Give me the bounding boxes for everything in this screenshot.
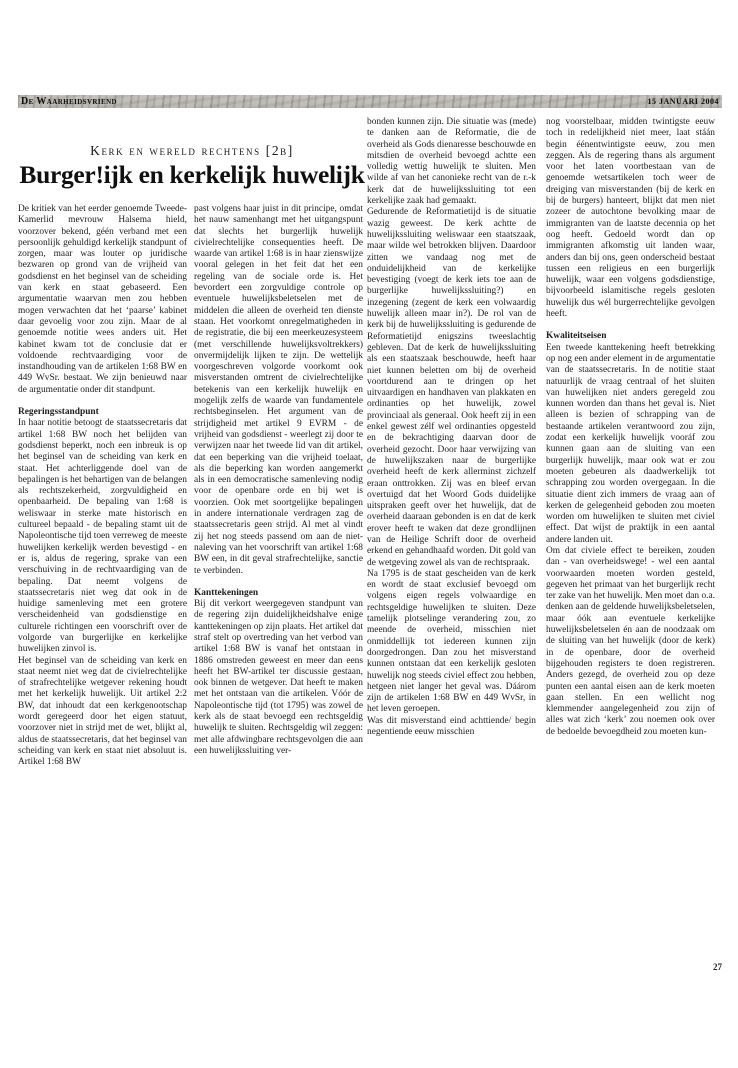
article-title: Burger!ijk en kerkelijk huwelijk bbox=[19, 160, 365, 189]
section-heading-regeringsstandpunt: Regeringsstandpunt bbox=[18, 407, 99, 418]
masthead-title: De Waarheidsvriend bbox=[21, 96, 117, 107]
paragraph: De kritiek van het eerder genoemde Tweede-Kamerlid mevrouw Halsema hield, voorzover bekend, géén verband met een persoonlijk gehuldigd kerkelijk standpunt of zorgen, maar was louter op juridische bezwaren op grond van de vrijheid van godsdienst en het beginsel van de scheiding van kerk en staat gebaseerd. Een argumentatie waarvan men zou hebben mogen verwachten dat het ‘paarse’ kabinet daar gevoelig voor zou zijn. Maar de al genoemde notitie wees anders uit. Het kabinet kwam tot de conclusie dat er voldoende rechtvaardiging voor de instandhouding van de artikelen 1:68 BW en 449 WvSr. bestaat. We zijn benieuwd naar de argumentatie onder dit standpunt. bbox=[18, 204, 187, 395]
paragraph: Om dat civiele effect te bereiken, zouden dan - van overheidswege! - wel een aantal voorwaarden moeten worden gesteld, gegeven het primaat van het burgerlijk recht ter zake van het huwelijk. Men moet dan o.a. denken aan de geldende huwelijksbeletselen, maar óók aan eventuele kerkelijke huwelijksbeletselen én aan de noodzaak om de sluiting van het huwelijk (door de kerk) in de openbare, door de overheid bijgehouden registers te doen registreren. Anders gezegd, de overheid zou op deze punten een aantal eisen aan de kerk moeten gaan stellen. En een wellicht nog klemmender aangelegenheid zou zijn of alles wat zich ‘kerk’ zou noemen ook over de bedoelde bevoegdheid zou moeten kun- bbox=[546, 545, 715, 737]
text-column-4 bbox=[546, 117, 715, 990]
paragraph: Een tweede kanttekening heeft betrekking op nog een ander element in de argumentatie van de staatssecretaris. In de notitie staat natuurlijk de vraag centraal of het sluiten van huwelijken niet anders geregeld zou kunnen worden dan thans het geval is. Niet alleen is bezien of schrapping van de bestaande artikelen verantwoord zou zijn, zodat een kerkelijk huwelijk vooráf zou kunnen gaan aan de sluiting van een burgerlijk huwelijk, maar ook wat er zou moeten gebeuren als daadwerkelijk tot schrapping zou worden overgegaan. In die situatie dient zich immers de vraag aan of kerken de gelegenheid geboden zou moeten worden om huwelijken te sluiten met civiel effect. Dat wijst de praktijk in een aantal andere landen uit. bbox=[546, 342, 715, 545]
text-column-3 bbox=[367, 117, 536, 990]
article-title-block bbox=[18, 143, 366, 189]
paragraph: Was dit misverstand eind achttiende/ begin negentiende eeuw misschien bbox=[367, 715, 536, 738]
text-column-2 bbox=[194, 204, 363, 990]
paragraph: Gedurende de Reformatietijd is de situatie wazig geweest. De kerk achtte de huwelijkssluiting weliswaar een staatszaak, maar wilde wel betrokken blijven. Daardoor zitten we vandaag nog met de onduidelijkheid van de kerkelijke bevestiging (voegt de kerk iets toe aan de burgerlijke huwelijkssluiting?) en inzegening (zegent de kerk een volwaardig huwelijk alleen maar in?). De rol van de kerk bij de huwelijkssluiting is gedurende de Reformatietijd enigszins tweeslachtig gebleven. Dat de kerk de huwelijkssluiting als een staatszaak beschouwde, heeft haar niet kunnen beletten om bij de overheid voortdurend aan te dringen op het uitvaardigen en handhaven van plakkaten en ordinanties op het huwelijk, zowel provinciaal als generaal. Ook heeft zij in een enkel gewest zélf wel ordinanties opgesteld en de bekrachtiging daarvan door de overheid gezocht. Door haar verwijzing van de huwelijkszaken naar de burgerlijke overheid heeft de kerk allerminst zichzelf eraan onttrokken. Zij was en bleef ervan overtuigd dat het Woord Gods duidelijke uitspraken geeft over het huwelijk, dat de overheid daaraan gebonden is en dat de kerk erover heeft te waken dat deze grondlijnen van de Heilige Schrift door de overheid erkend en gehandhaafd worden. Dit gold van de wetgeving zowel als van de rechtspraak. bbox=[367, 207, 536, 568]
section-heading-kanttekeningen: Kanttekeningen bbox=[194, 587, 259, 598]
paragraph: past volgens haar juist in dit principe, omdat het nauw samenhangt met het uitgangspunt dat slechts het burgerlijk huwelijk civielrechtelijke consequenties heeft. De waarde van artikel 1:68 is in haar zienswijze vooral gelegen in het feit dat het een regeling van de sociale orde is. Het bevordert een zorgvuldige controle op eventuele huwelijksbeletselen met de middelen die alleen de overheid ten dienste staan. Het voorkomt onregelmatigheden in de registratie, die bij een meerkeuzesysteem (met verschillende huwelijksvoltrekkers) onvermijdelijk lijken te zijn. De wettelijk voorgeschreven volgorde voorkomt ook misverstanden omtrent de civielrechtelijke betekenis van een kerkelijk huwelijk en mogelijk zelfs de waarde van fundamentele rechtsbeginselen. Het argument van de strijdigheid met artikel 9 EVRM - de vrijheid van godsdienst - weerlegt zij door te verwijzen naar het tweede lid van dit artikel, dat een beperking van die vrijheid toelaat, als die beperking kan worden aangemerkt als in een democratische samenleving nodig voor de openbare orde en bij wet is voorzien. Ook met soortgelijke bepalingen in andere internationale verdragen zag de staatssecretaris geen strijd. Al met al vindt zij het nog steeds passend om aan de niet-naleving van het voorschrift van artikel 1:68 BW een, in dit geval strafrechtelijke, sanctie te verbinden. bbox=[194, 204, 363, 576]
header-date: 15 JANUARI 2004 bbox=[647, 97, 719, 106]
paragraph: Na 1795 is de staat gescheiden van de kerk en wordt de staat exclusief bevoegd om volgens eigen regels volwaardige en rechtsgeldige huwelijken te sluiten. Deze tamelijk plotselinge verandering zou, zo meende de overheid, misschien niet onmiddellijk tot iedereen kunnen zijn doorgedrongen. Dan zou het misverstand kunnen ontstaan dat een kerkelijk gesloten huwelijk nog steeds civiel effect zou hebben, hetgeen niet langer het geval was. Dáárom zijn de artikelen 1:68 BW en 449 WvSr, in het leven geroepen. bbox=[367, 568, 536, 715]
page-header-band bbox=[18, 95, 722, 108]
text-column-1 bbox=[18, 204, 187, 990]
article-kicker: Kerk en wereld rechtens [2b] bbox=[90, 143, 294, 158]
paragraph: nog voorstelbaar, midden twintigste eeuw toch in redelijkheid niet meer, laat stáán begin éénentwintigste eeuw, zou men zeggen. Als de regering thans als argument voor het laten voortbestaan van de genoemde wetsartikelen toch weer de dreiging van misverstanden (bij de kerk en bij de burgers) hanteert, blijkt dat men niet zozeer de autochtone bevolking maar de immigranten van de laatste decennia op het oog heeft. Gedoeld wordt dan op immigranten afkomstig uit landen waar, anders dan bij ons, geen onderscheid bestaat tussen een religieus en een burgerlijk huwelijk, waar een volgens godsdienstige, bijvoorbeeld islamitische regels gesloten huwelijk dus wél burgerrechtelijke gevolgen heeft. bbox=[546, 117, 715, 320]
paragraph: Het beginsel van de scheiding van kerk en staat neemt niet weg dat de civielrechtelijke of strafrechtelijke wetgever rekening houdt met het kerkelijk huwelijk. Uit artikel 2:2 BW, dat inhoudt dat een kerkgenootschap wordt geregeerd door het eigen statuut, voorzover niet in strijd met de wet, blijkt al, aldus de staatssecretaris, dat het beginsel van scheiding van kerk en staat niet absoluut is. Artikel 1:68 BW bbox=[18, 655, 187, 768]
paragraph: bonden kunnen zijn. Die situatie was (mede) te danken aan de Reformatie, die de overheid als Gods dienaresse beschouwde en mitsdien de overheid bevoegd achtte een volledig wettig huwelijk te sluiten. Men wilde af van het canonieke recht van de r.-k kerk dat de huwelijkssluiting tot een kerkelijke zaak had gemaakt. bbox=[367, 117, 536, 207]
section-heading-kwaliteitseisen: Kwaliteitseisen bbox=[546, 331, 607, 342]
paragraph: Bij dit verkort weergegeven standpunt van de regering zijn duidelijkheidshalve enige kanttekeningen op zijn plaats. Het artikel dat straf stelt op overtreding van het verbod van artikel 1:68 BW is vanaf het ontstaan in 1886 omstreden geweest en meer dan eens heeft het BW-artikel ter discussie gestaan, ook binnen de wetgever. Dat heeft te maken met het ontstaan van die artikelen. Vóór de Napoleontische tijd (tot 1795) was zowel de kerk als de staat bevoegd een rechtsgeldig huwelijk te sluiten. Rechtsgeldig wil zeggen: met alle afdwingbare rechtsgevolgen die aan een huwelijkssluiting ver- bbox=[194, 599, 363, 756]
paragraph: In haar notitie betoogt de staatssecretaris dat artikel 1:68 BW noch het belijden van godsdienst beperkt, noch een inbreuk is op het beginsel van de scheiding van kerk en staat. Het achterliggende doel van de bepalingen is het behartigen van de belangen als rechtszekerheid, zorgvuldigheid en openbaarheid. De bepaling van 1:68 is weliswaar in sterke mate historisch en cultureel bepaald - de bepaling stamt uit de Napoleontische tijd toen verreweg de meeste huwelijken kerkelijk werden bevestigd - en er is, aldus de regering, sprake van een verschuiving in de rechtvaardiging van de bepaling. Dat neemt volgens de staatssecretaris niet weg dat ook in de huidige samenleving met een grotere verscheidenheid van godsdienstige en culturele richtingen een voorschrift over de volgorde van burgerlijke en kerkelijke huwelijken zinvol is. bbox=[18, 418, 187, 655]
page-number: 27 bbox=[713, 962, 722, 972]
